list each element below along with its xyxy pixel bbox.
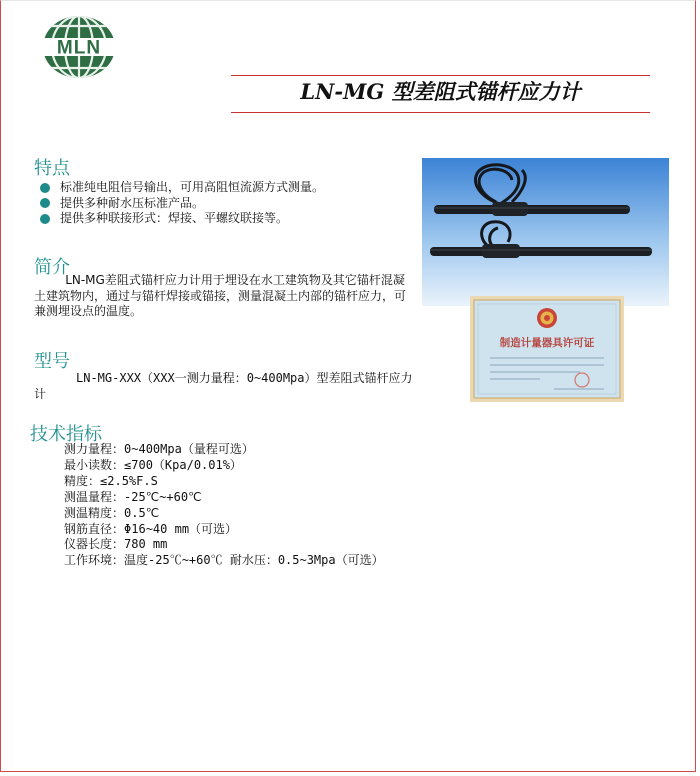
spec-label: 工作环境： xyxy=(64,553,125,568)
spec-row xyxy=(64,474,384,490)
spec-label: 最小读数： xyxy=(64,457,125,472)
spec-value: -25℃~+60℃ xyxy=(124,489,202,504)
page-title: LN-MG 型差阻式锚杆应力计 xyxy=(300,79,581,104)
logo-text: MLN xyxy=(56,37,102,59)
feature-text: 标准纯电阻信号输出，可用高阻恒流源方式测量。 xyxy=(60,180,325,194)
spec-label: 钢筋直径： xyxy=(64,521,125,536)
spec-value: 0~400Mpa（量程可选） xyxy=(124,442,254,456)
title-rule-bottom xyxy=(231,112,650,113)
bullet-icon xyxy=(40,214,50,224)
features-list xyxy=(40,180,324,227)
feature-text: 提供多种联接形式：焊接、平螺纹联接等。 xyxy=(60,211,289,225)
spec-row xyxy=(64,458,384,474)
spec-row xyxy=(64,522,384,538)
spec-value: Φ16~40 mm（可选） xyxy=(124,521,238,536)
spec-row xyxy=(64,506,384,522)
spec-row xyxy=(64,537,384,553)
spec-row xyxy=(64,553,384,569)
specs-list xyxy=(64,442,384,569)
intro-text: LN-MG差阻式锚杆应力计用于埋设在水工建筑物及其它锚杆混凝土建筑物内，通过与锚杆焊接或锚接，测量混凝土内部的锚杆应力，可兼测埋设点的温度。 xyxy=(34,273,407,319)
certificate-image xyxy=(470,296,624,402)
model-text: LN-MG-XXX（XXX一测力量程：0~400Mpa）型差阻式锚杆应力计 xyxy=(34,371,413,401)
spec-label: 测温精度： xyxy=(64,505,125,520)
list-item xyxy=(40,180,324,196)
spec-row xyxy=(64,442,384,458)
mln-logo xyxy=(38,14,120,80)
spec-label: 测力量程： xyxy=(64,442,125,456)
bullet-icon xyxy=(40,198,50,208)
spec-label: 精度： xyxy=(64,473,101,488)
list-item xyxy=(40,196,324,212)
list-item xyxy=(40,211,324,227)
spec-value: 0.5℃ xyxy=(124,505,160,520)
spec-value: ≤2.5%F.S xyxy=(100,473,158,488)
spec-value: 780 mm xyxy=(124,537,168,552)
model-heading: 型号 xyxy=(34,351,70,372)
certificate-title: 制造计量器具许可证 xyxy=(499,337,595,349)
spec-row xyxy=(64,490,384,506)
spec-value: ≤700（Kpa/0.01%） xyxy=(124,457,242,472)
intro-heading: 简介 xyxy=(34,257,70,278)
feature-text: 提供多种耐水压标准产品。 xyxy=(60,195,205,210)
specs-heading: 技术指标 xyxy=(30,424,102,445)
spec-label: 仪器长度： xyxy=(64,537,125,552)
spec-value: 温度-25℃~+60℃ 耐水压：0.5~3Mpa（可选） xyxy=(124,553,384,568)
spec-label: 测温量程： xyxy=(64,489,125,504)
features-heading: 特点 xyxy=(34,158,70,179)
product-photo xyxy=(422,158,669,306)
bullet-icon xyxy=(40,183,50,193)
